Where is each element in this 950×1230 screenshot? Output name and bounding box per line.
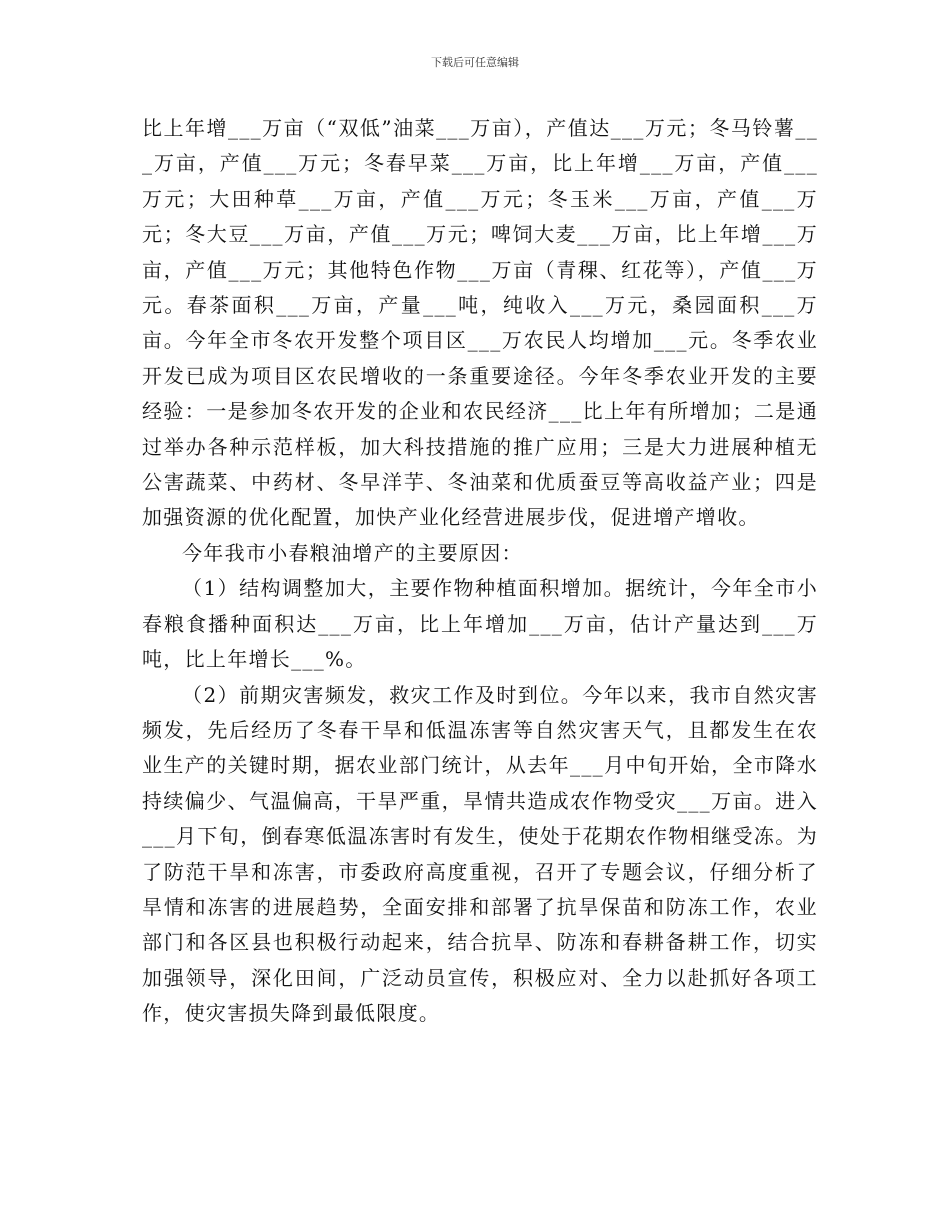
paragraph-main-reasons-intro: 今年我市小春粮油增产的主要原因： bbox=[182, 540, 523, 565]
paragraph-reason-2: （2）前期灾害频发，救灾工作及时到位。今年以来，我市自然灾害频发，先后经历了冬春干旱和低温冻害等自然灾害天气，且都发生在农业生产的关键时期，据农业部门统计，从去年___月中旬开始，全市降水持续偏少、气温偏高，干旱严重，旱情共造成农作物受灾___万亩。进入___月下旬，倒春寒低温冻害时有发生，使处于花期农作物相继受冻。为了防范干旱和冻害，市委政府高度重视，召开了专题会议，仔细分析了旱情和冻害的进展趋势，全面安排和部署了抗旱保苗和防冻工作，农业部门和各区县也积极行动起来，结合抗旱、防冻和春耕备耕工作，切实加强领导，深化田间，广泛动员宣传，积极应对、全力以赴抓好各项工作，使灾害损失降到最低限度。 bbox=[142, 682, 818, 1026]
document-body bbox=[142, 111, 818, 1032]
paragraph-reason-1: （1）结构调整加大，主要作物种植面积增加。据统计，今年全市小春粮食播种面积达___万亩，比上年增加___万亩，估计产量达到___万吨，比上年增长___%。 bbox=[142, 576, 818, 672]
paragraph-winter-agriculture: 比上年增___万亩（“双低”油菜___万亩），产值达___万元；冬马铃薯___万亩，产值___万元；冬春早菜___万亩，比上年增___万亩，产值___万元；大田种草___万亩，产值___万元；冬玉米___万亩，产值___万元；冬大豆___万亩，产值___万元；啤饲大麦___万亩，比上年增___万亩，产值___万元；其他特色作物___万亩（青稞、红花等），产值___万元。春茶面积___万亩，产量___吨，纯收入___万元，桑园面积___万亩。今年全市冬农开发整个项目区___万农民人均增加___元。冬季农业开发已成为项目区农民增收的一条重要途径。今年冬季农业开发的主要经验：一是参加冬农开发的企业和农民经济___比上年有所增加；二是通过举办各种示范样板，加大科技措施的推广应用；三是大力进展种植无公害蔬菜、中药材、冬早洋芋、冬油菜和优质蚕豆等高收益产业；四是加强资源的优化配置，加快产业化经营进展步伐，促进增产增收。 bbox=[142, 116, 818, 530]
page-header: 下载后可任意编辑 bbox=[431, 56, 519, 69]
